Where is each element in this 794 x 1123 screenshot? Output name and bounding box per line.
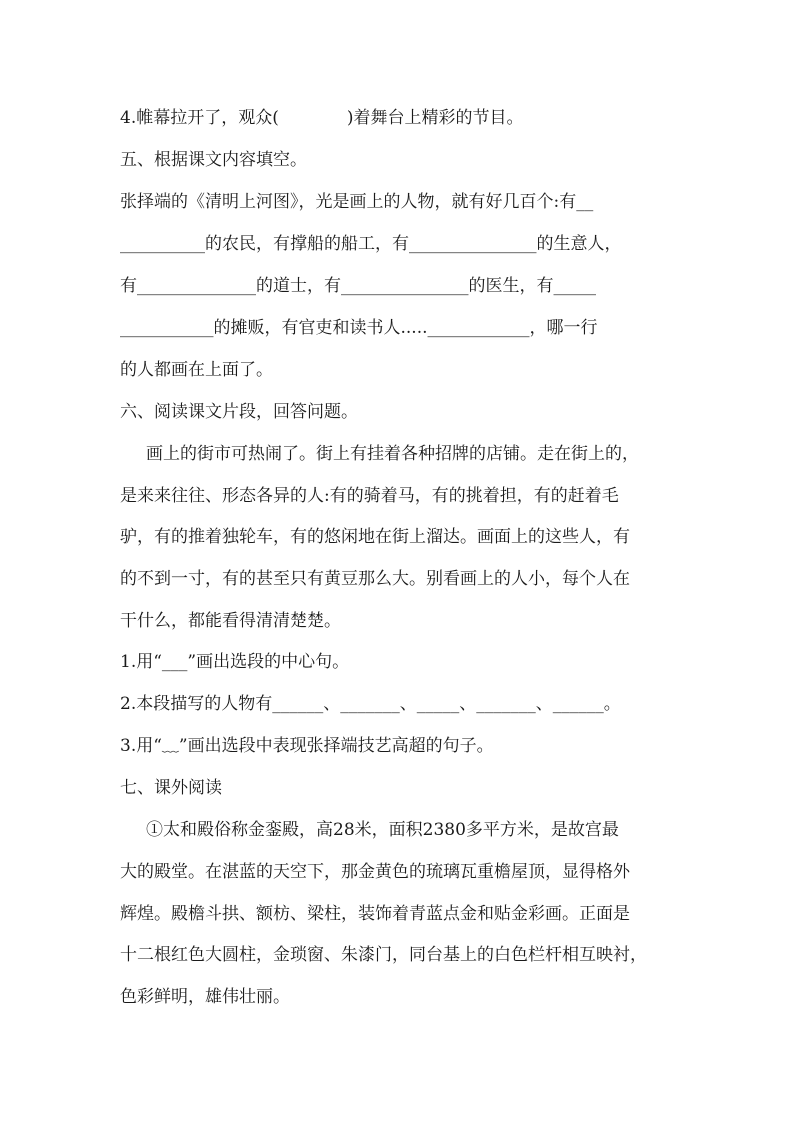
section-5-heading: 五、根据课文内容填空。 <box>120 150 307 170</box>
passage-line-5: 干什么，都能看得清清楚楚。 <box>120 611 341 631</box>
passage-line-4: 的不到一寸，有的甚至只有黄豆那么大。别看画上的人小，每个人在 <box>120 569 630 589</box>
section-7-heading: 七、课外阅读 <box>120 778 222 798</box>
fill-text-line-5: 的人都画在上面了。 <box>120 360 273 380</box>
section-6-heading: 六、阅读课文片段，回答问题。 <box>120 402 358 422</box>
question-6-3: 3.用“﹏”画出选段中表现张择端技艺高超的句子。 <box>120 736 494 756</box>
fill-text-line-1: 张择端的《清明上河图》，光是画上的人物，就有好几百个:有__ <box>120 192 594 212</box>
question-6-1: 1.用“___”画出选段的中心句。 <box>120 652 350 672</box>
fill-text-line-3: 有______________的道士，有_______________的医生，有_____ <box>120 276 596 296</box>
reading-line-5: 色彩鲜明，雄伟壮丽。 <box>120 987 290 1007</box>
reading-line-1: ①太和殿俗称金銮殿，高28米，面积2380多平方米，是故宫最 <box>146 820 619 840</box>
reading-line-2: 大的殿堂。在湛蓝的天空下，那金黄色的琉璃瓦重檐屋顶，显得格外 <box>120 862 630 882</box>
question-6-2: 2.本段描写的人物有______、_______、_____、_______、______。 <box>120 694 621 714</box>
reading-line-3: 辉煌。殿檐斗拱、额枋、梁柱，装饰着青蓝点金和贴金彩画。正面是 <box>120 904 630 924</box>
reading-line-4: 十二根红色大圆柱，金琐窗、朱漆门，同台基上的白色栏杆相互映衬， <box>120 945 647 965</box>
fill-text-line-4: ___________的摊贩，有官吏和读书人.....____________，哪一行 <box>120 318 598 338</box>
passage-line-1: 画上的街市可热闹了。街上有挂着各种招牌的店铺。走在街上的， <box>146 444 639 464</box>
fill-text-line-2: __________的农民，有撑船的船工，有_______________的生意人， <box>120 234 622 254</box>
question-4-fill-blank: 4.帷幕拉开了，观众( )着舞台上精彩的节目。 <box>120 108 524 128</box>
passage-line-2: 是来来往往、形态各异的人:有的骑着马，有的挑着担，有的赶着毛 <box>120 486 619 506</box>
passage-line-3: 驴，有的推着独轮车，有的悠闲地在街上溜达。画面上的这些人，有 <box>120 527 630 547</box>
